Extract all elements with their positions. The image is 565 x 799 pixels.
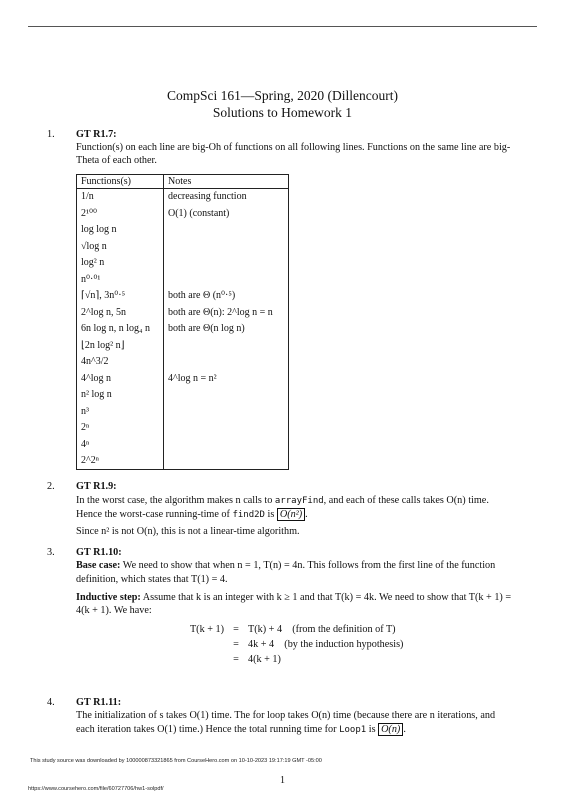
function-cell: 4^log n [77,370,164,387]
table-row [77,222,289,239]
function-cell: 2ⁿ [77,420,164,437]
function-cell: 4ⁿ [77,436,164,453]
eq-rhs: 4k + 4 (by the induction hypothesis) [248,639,404,651]
question-heading: GT R1.9: [76,481,117,493]
question-3 [47,546,515,668]
function-cell: Functions(s) [77,174,164,188]
eq-op: = [233,654,239,666]
code-loop1: Loop1 [339,724,367,735]
equation-block [170,623,515,668]
table-row [77,188,289,205]
notes-cell: 4^log n = n² [164,370,289,387]
course-line: CompSci 161—Spring, 2020 (Dillencourt) [167,88,398,103]
table-row [77,387,289,404]
notes-cell [164,354,289,371]
table-row [77,337,289,354]
function-cell: ⌊2n log² n⌋ [77,337,164,354]
source-url[interactable]: https://www.coursehero.com/file/60727706/hw1-solpdf/ [28,786,164,792]
question-heading: GT R1.10: [76,547,122,559]
table-row [77,321,289,338]
notes-cell [164,453,289,470]
eq-rhs: T(k) + 4 (from the definition of T) [248,624,396,636]
table-row [77,288,289,305]
table-row [77,436,289,453]
notes-cell: both are Θ(n log n) [164,321,289,338]
question-heading: GT R1.7: [76,129,117,140]
function-cell: √log n [77,238,164,255]
notes-cell: O(1) (constant) [164,205,289,222]
text-run: is [264,508,277,520]
eq-op: = [233,639,239,651]
notes-cell [164,420,289,437]
function-cell: 4n^3/2 [77,354,164,371]
code-find2d: find2D [232,509,265,520]
eq-lhs: T(k + 1) [189,624,224,636]
inductive-step-label: Inductive step: [76,591,141,603]
equation-line [170,653,515,668]
answer-paragraph [76,709,515,736]
function-cell: 6n log n, n log₄ n [77,321,164,338]
table-row [77,174,289,188]
question-number: 3. [47,547,55,559]
code-arrayfind: arrayFind [274,495,324,506]
notes-cell [164,222,289,239]
boxed-answer: O(n²) [277,508,305,521]
text-run: is [366,723,379,735]
question-2 [47,480,515,538]
notes-cell: decreasing function [164,188,289,205]
table-row [77,420,289,437]
answer-paragraph [76,494,515,522]
equation-line [170,623,515,638]
notes-cell [164,387,289,404]
text-run: . [403,723,406,735]
question-number: 1. [47,129,55,140]
question-1 [47,128,515,470]
table-row [77,304,289,321]
function-cell: n³ [77,403,164,420]
notes-cell [164,436,289,453]
document-title [0,87,565,121]
table-row [77,255,289,272]
table-row [77,238,289,255]
notes-cell: both are Θ(n): 2^log n = n [164,304,289,321]
subtitle: Solutions to Homework 1 [212,105,353,120]
question-4 [47,696,515,737]
function-cell: ⌈√n⌉, 3n⁰·⁵ [77,288,164,305]
text-run: . [305,508,308,520]
notes-cell: Notes [164,174,289,188]
table-row [77,271,289,288]
function-cell: log² n [77,255,164,272]
text-run: , and each of these calls takes O(n) time. Hence the worst-case running-time of [76,494,489,520]
function-cell: 2¹⁰⁰ [77,205,164,222]
text-run: The initialization of s takes O(1) time. The for loop takes O(n) time (because there are n iterations, and each iteration takes O(1) time.) Hence the total running time for [76,710,496,735]
eq-op: = [233,624,239,636]
base-case [76,559,515,585]
answer-paragraph: Since n² is not O(n), this is not a linear-time algorithm. [76,525,300,537]
notes-cell [164,255,289,272]
table-row [77,403,289,420]
page-number: 1 [280,775,285,786]
function-cell: 1/n [77,188,164,205]
notes-cell [164,337,289,354]
base-case-label: Base case: [76,560,121,572]
question-number: 2. [47,481,55,493]
notes-cell [164,238,289,255]
functions-table [76,174,289,471]
notes-cell: both are Θ (n⁰·⁵) [164,288,289,305]
function-cell: n² log n [77,387,164,404]
notes-cell [164,403,289,420]
function-cell: 2^2ⁿ [77,453,164,470]
download-note: This study source was downloaded by 100000873321865 from CourseHero.com on 10-10-2023 19:17:19 GMT -05:00 [30,758,322,764]
function-cell: n⁰·⁰¹ [77,271,164,288]
top-rule [28,26,537,27]
boxed-answer: O(n) [378,723,403,736]
function-cell: 2^log n, 5n [77,304,164,321]
table-row [77,453,289,470]
inductive-step [76,591,515,617]
eq-rhs: 4(k + 1) [248,654,281,666]
text-run: In the worst case, the algorithm makes n calls to [76,494,275,506]
table-row [77,370,289,387]
equation-line [170,638,515,653]
notes-cell [164,271,289,288]
function-cell: log log n [77,222,164,239]
text-run: Assume that k is an integer with k ≥ 1 and that T(k) = 4k. We need to show that T(k + 1) = 4(k + 1). We have: [76,591,512,616]
table-row [77,354,289,371]
question-text: Function(s) on each line are big-Oh of functions on all following lines. Functions on the same line are big-Theta of each other. [76,142,511,167]
question-number: 4. [47,697,55,709]
table-row [77,205,289,222]
question-heading: GT R1.11: [76,697,122,709]
text-run: We need to show that when n = 1, T(n) = 4n. This follows from the first line of the function definition, which states that T(1) = 4. [76,560,496,585]
solutions-body [47,128,515,745]
